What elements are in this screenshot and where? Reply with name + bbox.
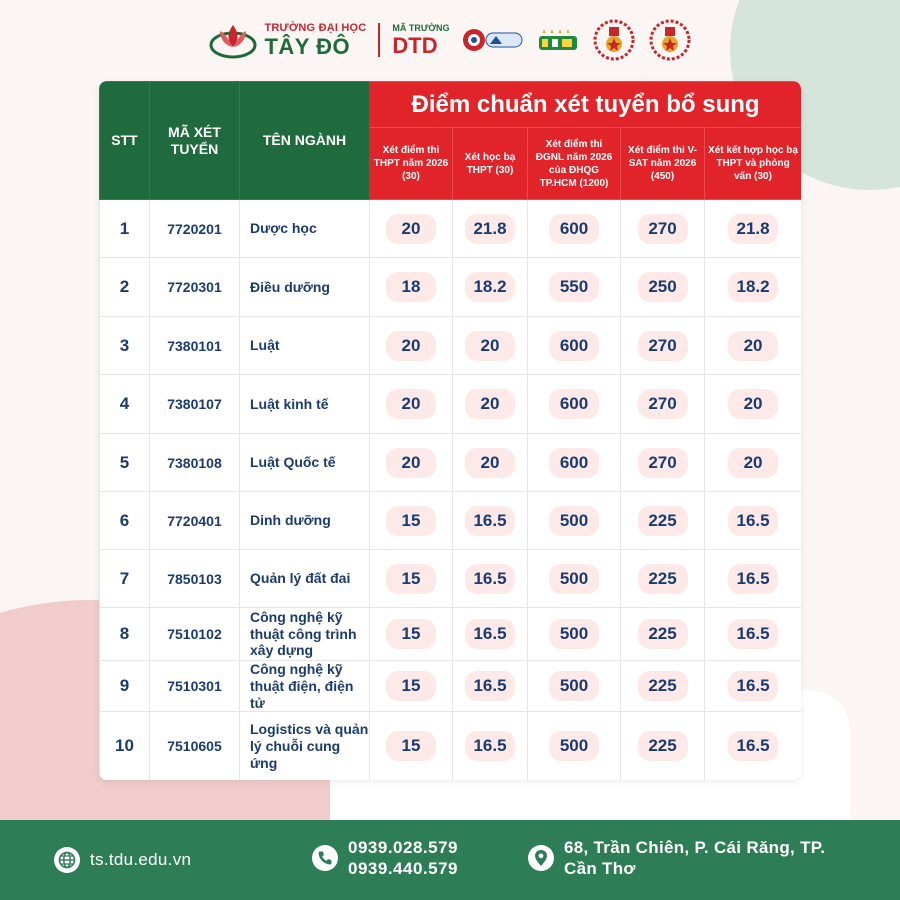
row-score-cell (370, 492, 453, 550)
row-score-cell (705, 434, 802, 492)
row-score-cell (370, 608, 453, 661)
table-row (100, 712, 802, 780)
footer-phone[interactable] (312, 837, 458, 880)
score-pill: 500 (549, 564, 599, 594)
row-stt: 5 (100, 434, 150, 492)
row-score-cell (621, 492, 705, 550)
row-stt: 9 (100, 661, 150, 712)
header-divider (378, 23, 380, 57)
score-pill: 16.5 (465, 731, 515, 761)
row-score-cell (621, 712, 705, 780)
score-pill: 16.5 (465, 619, 515, 649)
row-major-name: Công nghệ kỹ thuật công trình xây dựng (240, 608, 370, 661)
row-code: 7510605 (150, 712, 240, 780)
row-score-cell (453, 661, 528, 712)
row-score-cell (705, 608, 802, 661)
row-score-cell (528, 661, 621, 712)
header-stt: STT (100, 82, 150, 200)
row-code: 7720401 (150, 492, 240, 550)
table-row (100, 661, 802, 712)
row-stt: 8 (100, 608, 150, 661)
row-score-cell (705, 258, 802, 317)
score-pill: 16.5 (728, 564, 778, 594)
row-score-cell (453, 375, 528, 434)
score-pill: 270 (638, 214, 688, 244)
row-major-name: Dinh dưỡng (240, 492, 370, 550)
row-score-cell (453, 200, 528, 258)
table-body (100, 200, 802, 781)
score-pill: 500 (549, 619, 599, 649)
score-pill: 15 (386, 671, 436, 701)
row-score-cell (621, 317, 705, 375)
row-major-name: Logistics và quản lý chuỗi cung ứng (240, 712, 370, 780)
table-row (100, 492, 802, 550)
row-score-cell (370, 434, 453, 492)
table-row (100, 317, 802, 375)
location-pin-icon (528, 845, 554, 871)
score-pill: 15 (386, 506, 436, 536)
row-score-cell (528, 608, 621, 661)
score-pill: 20 (728, 448, 778, 478)
address-line-2: Cần Thơ (564, 859, 636, 879)
row-score-cell (453, 492, 528, 550)
row-major-name: Điều dưỡng (240, 258, 370, 317)
score-pill: 20 (386, 214, 436, 244)
row-score-cell (453, 550, 528, 608)
row-score-cell (705, 317, 802, 375)
row-score-cell (705, 375, 802, 434)
score-pill: 21.8 (465, 214, 515, 244)
school-code-value: DTD (392, 32, 438, 58)
score-pill: 16.5 (465, 671, 515, 701)
accreditation-badge-icon (462, 26, 524, 54)
score-pill: 500 (549, 671, 599, 701)
row-score-cell (528, 258, 621, 317)
score-pill: 18.2 (728, 272, 778, 302)
header-code: MÃ XÉT TUYỂN (150, 82, 240, 200)
medal-icon (592, 18, 636, 62)
row-score-cell (621, 434, 705, 492)
row-score-cell (370, 200, 453, 258)
table-row (100, 200, 802, 258)
score-pill: 600 (549, 331, 599, 361)
row-code: 7510102 (150, 608, 240, 661)
score-pill: 225 (638, 671, 688, 701)
row-stt: 6 (100, 492, 150, 550)
row-stt: 3 (100, 317, 150, 375)
score-pill: 18.2 (465, 272, 515, 302)
score-pill: 270 (638, 448, 688, 478)
row-major-name: Dược học (240, 200, 370, 258)
row-score-cell (453, 258, 528, 317)
row-code: 7510301 (150, 661, 240, 712)
score-pill: 20 (465, 448, 515, 478)
score-pill: 600 (549, 389, 599, 419)
score-pill: 270 (638, 389, 688, 419)
medal-labor-2 (648, 18, 692, 62)
row-stt: 1 (100, 200, 150, 258)
row-score-cell (705, 661, 802, 712)
row-score-cell (370, 317, 453, 375)
school-logo (208, 21, 366, 59)
row-score-cell (621, 661, 705, 712)
score-pill: 16.5 (728, 619, 778, 649)
row-stt: 7 (100, 550, 150, 608)
row-score-cell (528, 492, 621, 550)
row-score-cell (528, 550, 621, 608)
score-pill: 225 (638, 731, 688, 761)
row-score-cell (528, 317, 621, 375)
row-score-cell (621, 200, 705, 258)
score-pill: 225 (638, 564, 688, 594)
row-score-cell (453, 434, 528, 492)
row-code: 7850103 (150, 550, 240, 608)
header-method-vsat: Xét điểm thi V-SAT năm 2026 (450) (621, 128, 705, 200)
vnqa-logo (462, 26, 524, 54)
score-table (99, 81, 801, 780)
row-major-name: Luật kinh tế (240, 375, 370, 434)
row-score-cell (621, 550, 705, 608)
school-name-big: TÂY ĐÔ (264, 33, 351, 59)
medal-icon (648, 18, 692, 62)
score-pill: 20 (386, 331, 436, 361)
row-major-name: Luật (240, 317, 370, 375)
row-score-cell (453, 712, 528, 780)
school-code-label: MÃ TRƯỜNG (392, 22, 450, 33)
school-code (392, 24, 449, 57)
row-score-cell (370, 661, 453, 712)
medal-labor-3 (592, 18, 636, 62)
address-line-1: 68, Trần Chiên, P. Cái Răng, TP. (564, 838, 826, 857)
row-score-cell (528, 200, 621, 258)
score-pill: 500 (549, 731, 599, 761)
score-pill: 600 (549, 448, 599, 478)
score-pill: 16.5 (728, 506, 778, 536)
upm-badge-icon (536, 26, 580, 54)
phone-number-1: 0939.028.579 (348, 838, 458, 857)
row-stt: 4 (100, 375, 150, 434)
row-major-name: Quản lý đất đai (240, 550, 370, 608)
score-pill: 500 (549, 506, 599, 536)
row-code: 7380107 (150, 375, 240, 434)
globe-icon (54, 847, 80, 873)
row-score-cell (370, 550, 453, 608)
row-score-cell (705, 200, 802, 258)
score-pill: 225 (638, 619, 688, 649)
footer-contact-bar (0, 820, 900, 900)
school-name-small: TRƯỜNG ĐẠI HỌC (264, 21, 367, 34)
upm-logo (536, 26, 580, 54)
score-pill: 16.5 (465, 506, 515, 536)
header-method-interview: Xét kết hợp học bạ THPT và phỏng vấn (30) (705, 128, 802, 200)
score-pill: 15 (386, 564, 436, 594)
row-stt: 10 (100, 712, 150, 780)
score-pill: 20 (386, 448, 436, 478)
row-score-cell (453, 317, 528, 375)
footer-website[interactable] (54, 847, 191, 873)
score-pill: 250 (638, 272, 688, 302)
table-row (100, 375, 802, 434)
score-pill: 16.5 (465, 564, 515, 594)
header-method-hocba: Xét học bạ THPT (30) (453, 128, 528, 200)
row-code: 7720301 (150, 258, 240, 317)
header-method-dgnl: Xét điểm thi ĐGNL năm 2026 của ĐHQG TP.HCM (1200) (528, 128, 621, 200)
row-code: 7380101 (150, 317, 240, 375)
table-row (100, 258, 802, 317)
row-code: 7380108 (150, 434, 240, 492)
row-score-cell (370, 258, 453, 317)
phone-icon (312, 845, 338, 871)
score-pill: 20 (465, 389, 515, 419)
header-method-thpt: Xét điểm thi THPT năm 2026 (30) (370, 128, 453, 200)
score-pill: 20 (386, 389, 436, 419)
score-pill: 16.5 (728, 671, 778, 701)
score-pill: 16.5 (728, 731, 778, 761)
score-pill: 600 (549, 214, 599, 244)
score-pill: 20 (728, 389, 778, 419)
row-score-cell (453, 608, 528, 661)
website-text: ts.tdu.edu.vn (90, 850, 192, 870)
row-major-name: Luật Quốc tế (240, 434, 370, 492)
row-stt: 2 (100, 258, 150, 317)
row-score-cell (528, 712, 621, 780)
table-row (100, 434, 802, 492)
row-score-cell (621, 258, 705, 317)
score-pill: 18 (386, 272, 436, 302)
score-pill: 15 (386, 619, 436, 649)
row-code: 7720201 (150, 200, 240, 258)
row-score-cell (621, 375, 705, 434)
row-score-cell (370, 375, 453, 434)
score-pill: 20 (465, 331, 515, 361)
footer-address (528, 837, 825, 880)
row-score-cell (370, 712, 453, 780)
row-score-cell (705, 550, 802, 608)
score-pill: 15 (386, 731, 436, 761)
header-name: TÊN NGÀNH (240, 82, 370, 200)
row-score-cell (528, 375, 621, 434)
row-score-cell (705, 492, 802, 550)
table-title: Điểm chuẩn xét tuyển bổ sung (370, 82, 802, 128)
row-score-cell (621, 608, 705, 661)
score-pill: 550 (549, 272, 599, 302)
table-row (100, 608, 802, 661)
score-pill: 21.8 (728, 214, 778, 244)
row-major-name: Công nghệ kỹ thuật điện, điện tử (240, 661, 370, 712)
row-score-cell (528, 434, 621, 492)
score-pill: 225 (638, 506, 688, 536)
score-pill: 270 (638, 331, 688, 361)
admission-score-table (99, 81, 801, 780)
table-row (100, 550, 802, 608)
lotus-logo-icon (208, 21, 258, 59)
row-score-cell (705, 712, 802, 780)
header-logos (0, 16, 900, 64)
phone-number-2: 0939.440.579 (348, 859, 458, 879)
score-pill: 20 (728, 331, 778, 361)
